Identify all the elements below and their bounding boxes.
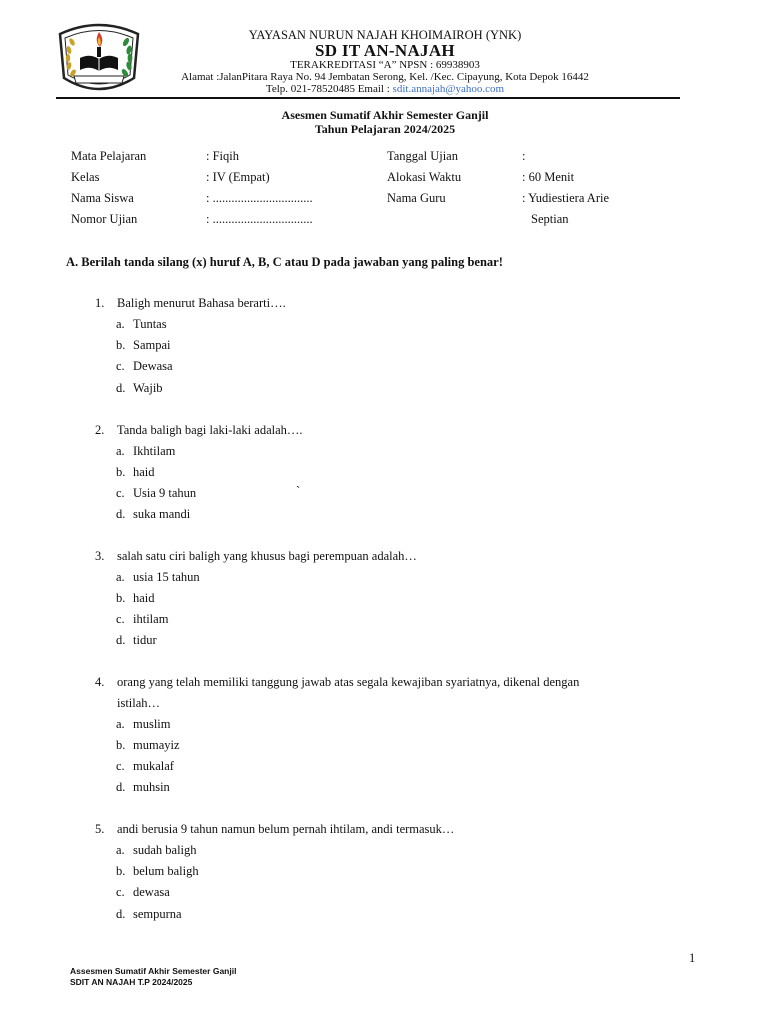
option-letter: d. bbox=[116, 507, 126, 521]
option-letter: b. bbox=[116, 738, 126, 752]
school-name: SD IT AN-NAJAH bbox=[315, 41, 455, 60]
option-letter: c. bbox=[116, 612, 125, 626]
option-text: muslim bbox=[133, 717, 171, 731]
option-letter: d. bbox=[116, 907, 126, 921]
info-value-student: : ................................ bbox=[206, 191, 313, 205]
option-text: dewasa bbox=[133, 885, 170, 899]
question-text: Baligh menurut Bahasa berarti…. bbox=[117, 296, 286, 310]
question-text-cont: istilah… bbox=[117, 696, 161, 710]
option-letter: d. bbox=[116, 381, 126, 395]
phone-text: Telp. 021-78520485 Email : bbox=[265, 83, 390, 95]
question-text: orang yang telah memiliki tanggung jawab atas segala kewajiban syariatnya, dikenal dengan bbox=[117, 675, 580, 689]
option-letter: a. bbox=[116, 843, 125, 857]
option-text: Dewasa bbox=[133, 359, 173, 373]
option-text: belum baligh bbox=[133, 864, 199, 878]
school-logo bbox=[50, 20, 148, 96]
footer-line2: SDIT AN NAJAH T.P 2024/2025 bbox=[70, 977, 193, 987]
question-number: 5. bbox=[95, 822, 105, 836]
option-text: Usia 9 tahun bbox=[133, 486, 197, 500]
info-label-class: Kelas bbox=[71, 170, 100, 184]
option-letter: d. bbox=[116, 780, 126, 794]
option-letter: a. bbox=[116, 570, 125, 584]
info-value-teacher-cont: Septian bbox=[531, 212, 569, 226]
option-text: sempurna bbox=[133, 907, 182, 921]
info-value-class: : IV (Empat) bbox=[206, 170, 270, 184]
info-value-date: : bbox=[522, 149, 526, 163]
info-value-subject: : Fiqih bbox=[206, 149, 239, 163]
option-letter: c. bbox=[116, 359, 125, 373]
address-line: Alamat :JalanPitara Raya No. 94 Jembatan Serong, Kel. /Kec. Cipayung, Kota Depok 16442 bbox=[181, 71, 589, 83]
info-value-duration: : 60 Menit bbox=[522, 170, 575, 184]
question-number: 4. bbox=[95, 675, 105, 689]
info-label-teacher: Nama Guru bbox=[387, 191, 446, 205]
option-text: Ikhtilam bbox=[133, 444, 176, 458]
option-letter: c. bbox=[116, 759, 125, 773]
info-label-exam-number: Nomor Ujian bbox=[71, 212, 138, 226]
option-letter: b. bbox=[116, 591, 126, 605]
option-text: haid bbox=[133, 591, 155, 605]
option-letter: b. bbox=[116, 864, 126, 878]
option-letter: c. bbox=[116, 486, 125, 500]
question-number: 3. bbox=[95, 549, 105, 563]
option-text: mumayiz bbox=[133, 738, 180, 752]
option-text: tidur bbox=[133, 633, 157, 647]
option-text: ihtilam bbox=[133, 612, 169, 626]
accreditation-line: TERAKREDITASI “A” NPSN : 69938903 bbox=[290, 59, 480, 71]
option-text: Wajib bbox=[133, 381, 163, 395]
option-letter: a. bbox=[116, 317, 125, 331]
option-letter: b. bbox=[116, 465, 126, 479]
stray-mark: ` bbox=[296, 484, 301, 498]
question-number: 1. bbox=[95, 296, 105, 310]
foundation-name: YAYASAN NURUN NAJAH KHOIMAIROH (YNK) bbox=[248, 28, 522, 42]
question-number: 2. bbox=[95, 423, 105, 437]
option-text: Tuntas bbox=[133, 317, 167, 331]
page-number: 1 bbox=[689, 951, 696, 965]
info-label-duration: Alokasi Waktu bbox=[387, 170, 462, 184]
option-letter: c. bbox=[116, 885, 125, 899]
info-value-teacher: : Yudiestiera Arie bbox=[522, 191, 610, 205]
option-text: sudah baligh bbox=[133, 843, 197, 857]
info-label-date: Tanggal Ujian bbox=[387, 149, 458, 163]
info-label-student: Nama Siswa bbox=[71, 191, 134, 205]
option-text: Sampai bbox=[133, 338, 171, 352]
question-text: Tanda baligh bagi laki-laki adalah…. bbox=[117, 423, 303, 437]
question-text: andi berusia 9 tahun namun belum pernah ihtilam, andi termasuk… bbox=[117, 822, 455, 836]
option-text: haid bbox=[133, 465, 155, 479]
info-value-exam-number: : ................................ bbox=[206, 212, 313, 226]
option-letter: b. bbox=[116, 338, 126, 352]
option-text: suka mandi bbox=[133, 507, 191, 521]
question-text: salah satu ciri baligh yang khusus bagi perempuan adalah… bbox=[117, 549, 417, 563]
option-letter: d. bbox=[116, 633, 126, 647]
contact-line bbox=[150, 83, 620, 95]
option-letter: a. bbox=[116, 717, 125, 731]
option-text: usia 15 tahun bbox=[133, 570, 200, 584]
exam-year: Tahun Pelajaran 2024/2025 bbox=[314, 122, 456, 136]
option-text: mukalaf bbox=[133, 759, 174, 773]
exam-title: Asesmen Sumatif Akhir Semester Ganjil bbox=[281, 108, 489, 122]
info-label-subject: Mata Pelajaran bbox=[71, 149, 147, 163]
footer-line1: Assesmen Sumatif Akhir Semester Ganjil bbox=[70, 966, 237, 976]
option-letter: a. bbox=[116, 444, 125, 458]
option-text: muhsin bbox=[133, 780, 170, 794]
email-link[interactable]: sdit.annajah@yahoo.com bbox=[392, 83, 505, 95]
header-divider bbox=[56, 97, 680, 99]
section-a-instruction: A. Berilah tanda silang (x) huruf A, B, C atau D pada jawaban yang paling benar! bbox=[66, 255, 503, 269]
